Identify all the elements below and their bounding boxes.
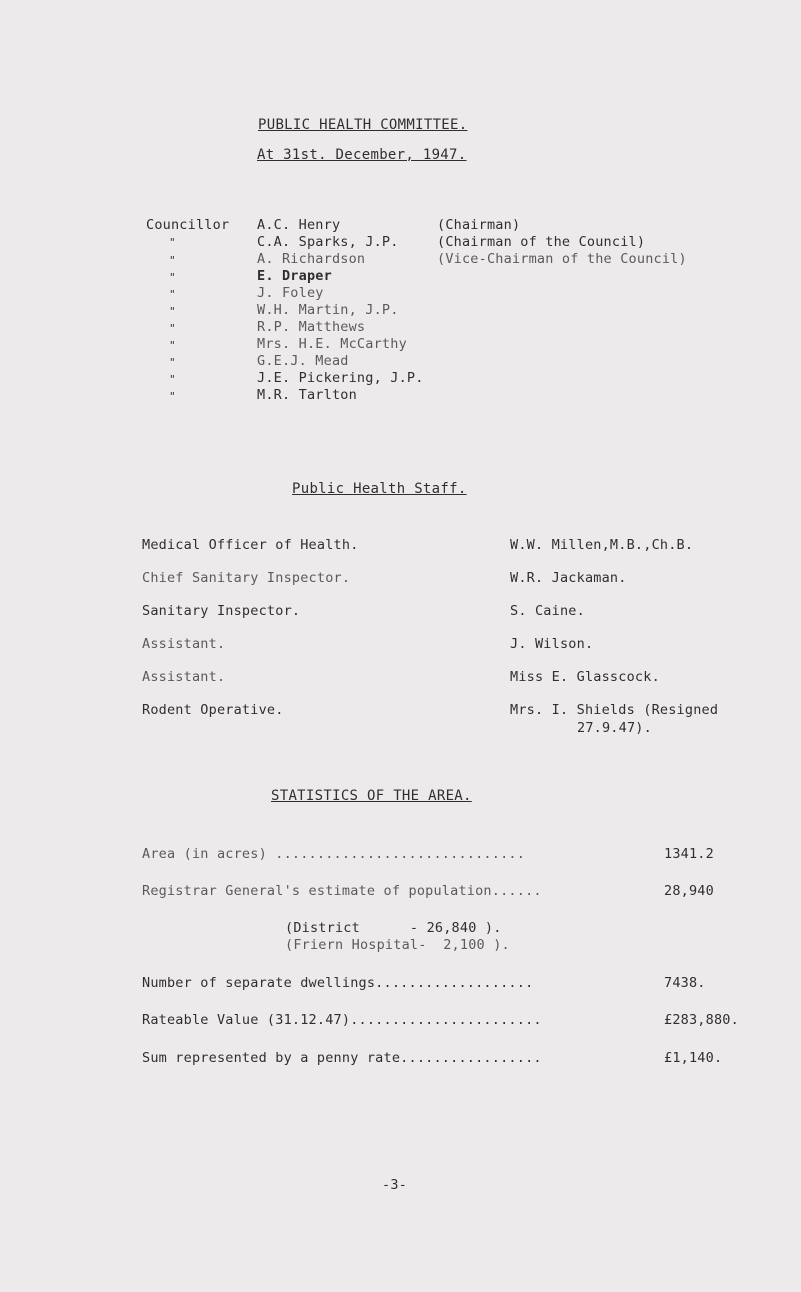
staff-post: Chief Sanitary Inspector.: [142, 570, 351, 586]
member-name: M.R. Tarlton: [257, 387, 357, 403]
councillor-prefix: Councillor: [146, 217, 230, 233]
member-name: Mrs. H.E. McCarthy: [257, 336, 407, 352]
population-breakdown-district: (District - 26,840 ).: [285, 920, 502, 936]
stat-value: 1341.2: [664, 846, 714, 862]
staff-post: Sanitary Inspector.: [142, 603, 301, 619]
staff-name: Miss E. Glasscock.: [510, 669, 660, 685]
ditto-mark: ": [169, 288, 176, 301]
member-name: W.H. Martin, J.P.: [257, 302, 399, 318]
member-name: E. Draper: [257, 268, 332, 284]
page-number: -3-: [382, 1177, 407, 1193]
staff-name: S. Caine.: [510, 603, 585, 619]
member-name: C.A. Sparks, J.P.: [257, 234, 399, 250]
staff-post: Rodent Operative.: [142, 702, 284, 718]
staff-heading: Public Health Staff.: [292, 481, 467, 497]
stat-label: Rateable Value (31.12.47).......................: [142, 1012, 542, 1028]
staff-post: Assistant.: [142, 669, 226, 685]
ditto-mark: ": [169, 356, 176, 369]
member-role: (Chairman of the Council): [437, 234, 646, 250]
ditto-mark: ": [169, 339, 176, 352]
stat-value: 28,940: [664, 883, 714, 899]
ditto-mark: ": [169, 322, 176, 335]
member-name: J.E. Pickering, J.P.: [257, 370, 424, 386]
member-name: A. Richardson: [257, 251, 366, 267]
stat-value: 7438.: [664, 975, 706, 991]
stat-label: Number of separate dwellings...................: [142, 975, 534, 991]
ditto-mark: ": [169, 271, 176, 284]
statistics-heading: STATISTICS OF THE AREA.: [271, 788, 472, 804]
member-role: (Chairman): [437, 217, 521, 233]
staff-name: J. Wilson.: [510, 636, 594, 652]
staff-name: W.W. Millen,M.B.,Ch.B.: [510, 537, 694, 553]
member-name: R.P. Matthews: [257, 319, 366, 335]
page-title: PUBLIC HEALTH COMMITTEE.: [258, 117, 468, 133]
ditto-mark: ": [169, 373, 176, 386]
member-name: G.E.J. Mead: [257, 353, 349, 369]
member-name: A.C. Henry: [257, 217, 341, 233]
staff-post: Assistant.: [142, 636, 226, 652]
member-name: J. Foley: [257, 285, 324, 301]
stat-label: Area (in acres) ..............................: [142, 846, 526, 862]
ditto-mark: ": [169, 254, 176, 267]
population-breakdown-hospital: (Friern Hospital- 2,100 ).: [285, 937, 510, 953]
ditto-mark: ": [169, 390, 176, 403]
stat-value: £1,140.: [664, 1050, 723, 1066]
stat-label: Registrar General's estimate of population......: [142, 883, 542, 899]
date-subtitle: At 31st. December, 1947.: [257, 147, 467, 163]
staff-name: Mrs. I. Shields (Resigned: [510, 702, 719, 718]
stat-label: Sum represented by a penny rate.................: [142, 1050, 542, 1066]
stat-value: £283,880.: [664, 1012, 739, 1028]
resigned-date: 27.9.47).: [577, 720, 652, 736]
staff-post: Medical Officer of Health.: [142, 537, 359, 553]
ditto-mark: ": [169, 236, 176, 249]
ditto-mark: ": [169, 305, 176, 318]
member-role: (Vice-Chairman of the Council): [437, 251, 687, 267]
staff-name: W.R. Jackaman.: [510, 570, 627, 586]
